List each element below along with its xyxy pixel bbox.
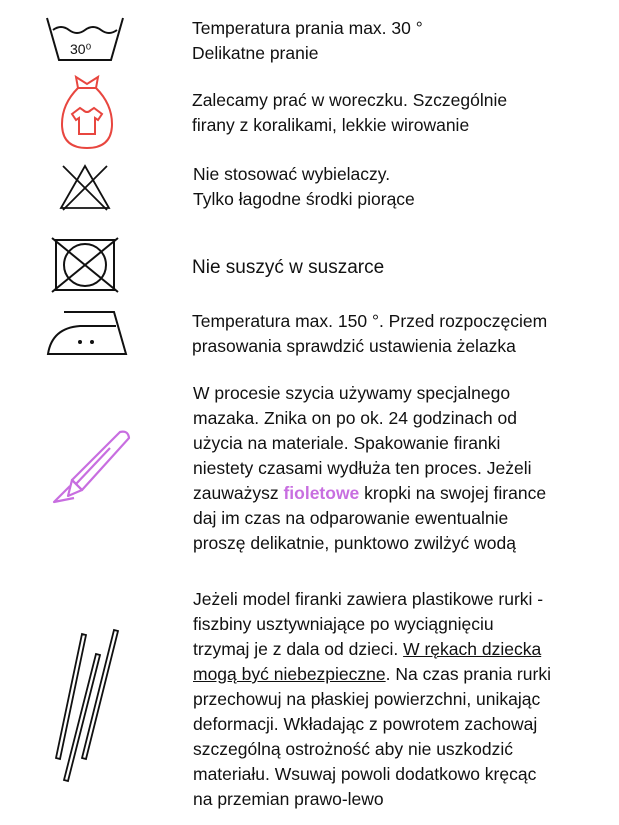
plastic-rods-icon [52,628,124,784]
wash-temp-label: 30⁰ [70,41,92,57]
wash-instruction: Temperatura prania max. 30 ° Delikatne pranie [192,18,423,63]
iron-instruction: Temperatura max. 150 °. Przed rozpoczęciem prasowania sprawdzić ustawienia żelazka [192,311,548,356]
marker-instruction: W procesie szycia używamy specjalnego mazaka. Znika on po ok. 24 godzinach od użycia na materiale. Spakowanie firanki niestety czasami wydłuża ten proces. Jeżeli zauważysz fioletowe kropki na swojej firance daj im czas na odparowanie ewentualnie proszę delikatnie, punktowo zwilżyć wodą [193,383,547,553]
wash-30-icon [44,14,126,64]
bleach-instruction: Nie stosować wybielaczy. Tylko łagodne środki piorące [193,164,415,209]
no-bleach-icon [58,163,112,211]
marker-pen-icon [50,428,134,506]
highlight-fioletowe: fioletowe [283,483,360,503]
warning-underline-1: W rękach dziecka [403,639,542,659]
rods-instruction: Jeżeli model firanki zawiera plastikowe rurki - fiszbiny usztywniające po wyciągnięciu trzymaj je z dala od dzieci. W rękach dziecka mogą być niebezpieczne. Na czas prania rurki przechowuj na płaskiej powierzchni, unikając deformacji. Wkładając z powrotem zachowaj szczególną ostrożność aby nie uszkodzić materiału. Wsuwaj powoli dodatkowo kręcąc na przemian prawo-lewo [193,589,551,809]
iron-150-icon [44,306,130,358]
laundry-bag-icon [58,74,116,152]
no-tumble-dry-icon [50,236,120,294]
tumble-dry-instruction: Nie suszyć w suszarce [192,257,385,278]
warning-underline-2: mogą być niebezpieczne [193,664,386,684]
bag-instruction: Zalecamy prać w woreczku. Szczególnie firany z koralikami, lekkie wirowanie [192,90,508,135]
